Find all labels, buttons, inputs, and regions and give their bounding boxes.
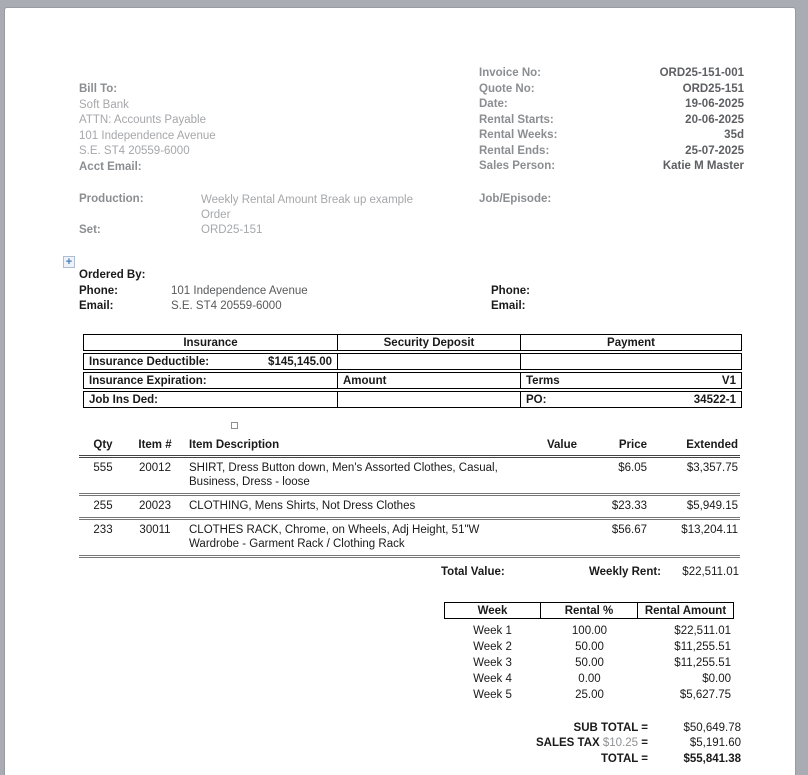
item-extended: $13,204.11 (681, 524, 738, 536)
week-rental-amount: $22,511.01 (674, 625, 731, 637)
insurance-deductible-value: $145,145.00 (268, 355, 332, 368)
sales-person-label: Sales Person: (479, 160, 556, 172)
item-description-header: Item Description (189, 439, 280, 451)
empty-cell (338, 391, 521, 408)
terms-cell (521, 372, 742, 389)
date-value: 19-06-2025 (685, 98, 744, 110)
table-row (79, 496, 740, 520)
week-name: Week 4 (473, 672, 512, 685)
sales-tax-rate: $10.25 (602, 737, 639, 750)
rental-ends-value: 25-07-2025 (685, 144, 744, 157)
bill-to-company: Soft Bank (79, 98, 129, 111)
week-header: Week (444, 602, 541, 619)
item-number: 30011 (139, 524, 171, 536)
payment-header: Payment (521, 334, 742, 351)
table-move-handle-icon[interactable]: + (63, 256, 75, 268)
ordered-by-label: Ordered By: (79, 269, 146, 281)
sales-tax-label (305, 736, 648, 751)
insurance-expiration-label: Insurance Expiration: (89, 374, 207, 387)
item-value (513, 523, 579, 551)
subtotal-row (305, 721, 741, 736)
quote-no-label: Quote No: (479, 82, 535, 95)
acct-email-label: Acct Email: (79, 160, 142, 173)
table-row (79, 458, 740, 496)
price-header: Price (618, 439, 647, 451)
insurance-table-header-row (83, 334, 742, 351)
week-rental-amount: $11,255.51 (674, 640, 731, 653)
insurance-table-row (83, 353, 742, 370)
week-breakdown-table (444, 602, 734, 704)
sales-tax-value: $5,191.60 (689, 737, 741, 750)
qty-header: Qty (93, 439, 113, 451)
weekly-rent-label: Weekly Rent: (589, 566, 662, 578)
po-label: PO: (526, 393, 547, 406)
bill-to-address-2: S.E. ST4 20559-6000 (79, 145, 190, 157)
item-qty: 255 (93, 500, 113, 512)
bill-to-address-1: 101 Independence Avenue (79, 129, 216, 142)
week-rental-amount: $11,255.51 (674, 656, 731, 669)
invoice-info-row (479, 128, 744, 144)
insurance-deductible-cell (83, 353, 338, 370)
invoice-info-row (479, 82, 744, 98)
email-label-right: Email: (491, 300, 526, 312)
invoice-info-block (479, 66, 744, 175)
item-extended: $5,949.15 (686, 500, 738, 512)
quote-no-value: ORD25-151 (682, 82, 744, 95)
items-table (79, 439, 740, 558)
invoice-info-row (479, 159, 744, 175)
item-number-header: Item # (138, 439, 172, 451)
security-deposit-header: Security Deposit (338, 334, 521, 351)
insurance-table (83, 334, 742, 410)
weekly-rent-value: $22,511.01 (682, 566, 739, 578)
phone-label: Phone: (79, 285, 118, 297)
week-name: Week 1 (473, 625, 512, 637)
week-name: Week 3 (473, 656, 512, 669)
amount-cell (338, 372, 521, 389)
rental-starts-value: 20-06-2025 (685, 113, 744, 126)
total-row (305, 752, 741, 767)
item-number: 20012 (139, 462, 171, 474)
subtotal-label: SUB TOTAL = (573, 722, 648, 734)
invoice-info-row (479, 144, 744, 160)
job-ins-ded-label: Job Ins Ded: (89, 393, 159, 406)
amount-label: Amount (343, 374, 387, 387)
job-episode-label: Job/Episode: (479, 193, 552, 205)
item-value (513, 461, 579, 489)
empty-cell (338, 353, 521, 370)
sales-tax-row (305, 736, 741, 751)
item-qty: 233 (93, 524, 113, 536)
terms-label: Terms (526, 374, 560, 387)
week-rental-pct: 0.00 (578, 672, 601, 685)
email-value: S.E. ST4 20559-6000 (171, 300, 282, 312)
production-value: Weekly Rental Amount Break up example Order (201, 194, 414, 222)
invoice-info-row (479, 113, 744, 129)
items-table-header-row (79, 439, 740, 458)
sales-person-value: Katie M Master (662, 160, 744, 172)
week-rental-amount: $5,627.75 (679, 688, 731, 701)
po-value: 34522-1 (693, 393, 736, 406)
insurance-expiration-cell (83, 372, 338, 389)
item-extended: $3,357.75 (686, 462, 738, 474)
empty-checkbox-icon (231, 422, 238, 429)
total-label: TOTAL = (601, 752, 648, 765)
insurance-deductible-label: Insurance Deductible: (89, 355, 210, 368)
production-label: Production: (79, 193, 144, 205)
rental-starts-label: Rental Starts: (479, 113, 554, 126)
empty-cell (521, 353, 742, 370)
week-name: Week 2 (473, 640, 512, 653)
week-name: Week 5 (473, 688, 512, 701)
email-label: Email: (79, 300, 114, 312)
sales-tax-prefix: SALES TAX (536, 737, 603, 750)
item-number: 20023 (139, 500, 171, 512)
bill-to-label: Bill To: (79, 83, 118, 95)
totals-block (305, 721, 741, 767)
item-description: CLOTHES RACK, Chrome, on Wheels, Adj Height, 51"W Wardrobe - Garment Rack / Clothing Rack (189, 524, 480, 550)
item-qty: 555 (93, 462, 113, 474)
bill-to-attn: ATTN: Accounts Payable (79, 114, 206, 126)
item-description: SHIRT, Dress Button down, Men's Assorted Clothes, Casual, Business, Dress - loose (189, 462, 498, 488)
item-price: $23.33 (611, 500, 647, 512)
rental-ends-label: Rental Ends: (479, 144, 550, 157)
week-rental-pct: 50.00 (575, 656, 604, 669)
table-row (444, 624, 734, 640)
po-cell (521, 391, 742, 408)
phone-value: 101 Independence Avenue (171, 285, 308, 297)
table-row (444, 656, 734, 672)
rental-weeks-value: 35d (724, 129, 744, 141)
sales-tax-equals: = (638, 737, 648, 750)
week-rental-pct: 25.00 (575, 688, 604, 701)
phone-label-right: Phone: (491, 285, 530, 297)
insurance-table-row (83, 372, 742, 389)
table-row (444, 688, 734, 704)
extended-header: Extended (686, 439, 738, 451)
table-row (444, 672, 734, 688)
value-header: Value (546, 439, 577, 451)
rental-amount-header: Rental Amount (638, 602, 734, 619)
bill-to-block (79, 82, 216, 175)
date-label: Date: (479, 98, 508, 110)
week-rental-pct: 50.00 (575, 640, 604, 653)
invoice-info-row (479, 97, 744, 113)
document-page (4, 7, 796, 775)
item-description: CLOTHING, Mens Shirts, Not Dress Clothes (189, 500, 416, 512)
week-table-body (444, 619, 734, 704)
job-ins-ded-cell (83, 391, 338, 408)
week-table-header-row (444, 602, 734, 619)
insurance-header: Insurance (83, 334, 338, 351)
week-rental-pct: 100.00 (571, 625, 608, 637)
week-rental-amount: $0.00 (702, 672, 731, 685)
set-value: ORD25-151 (201, 224, 263, 236)
total-value: $55,841.38 (683, 752, 741, 765)
rental-pct-header: Rental % (541, 602, 638, 619)
item-value (513, 499, 579, 513)
total-value-label: Total Value: (441, 566, 505, 578)
insurance-table-row (83, 391, 742, 408)
item-price: $56.67 (611, 524, 647, 536)
table-row (444, 640, 734, 656)
table-row (79, 520, 740, 558)
invoice-no-value: ORD25-151-001 (659, 67, 744, 79)
subtotal-value: $50,649.78 (683, 722, 741, 734)
terms-value: V1 (721, 374, 736, 387)
set-label: Set: (79, 224, 101, 236)
rental-weeks-label: Rental Weeks: (479, 129, 558, 141)
invoice-no-label: Invoice No: (479, 67, 541, 79)
invoice-info-row (479, 66, 744, 82)
item-price: $6.05 (618, 462, 647, 474)
